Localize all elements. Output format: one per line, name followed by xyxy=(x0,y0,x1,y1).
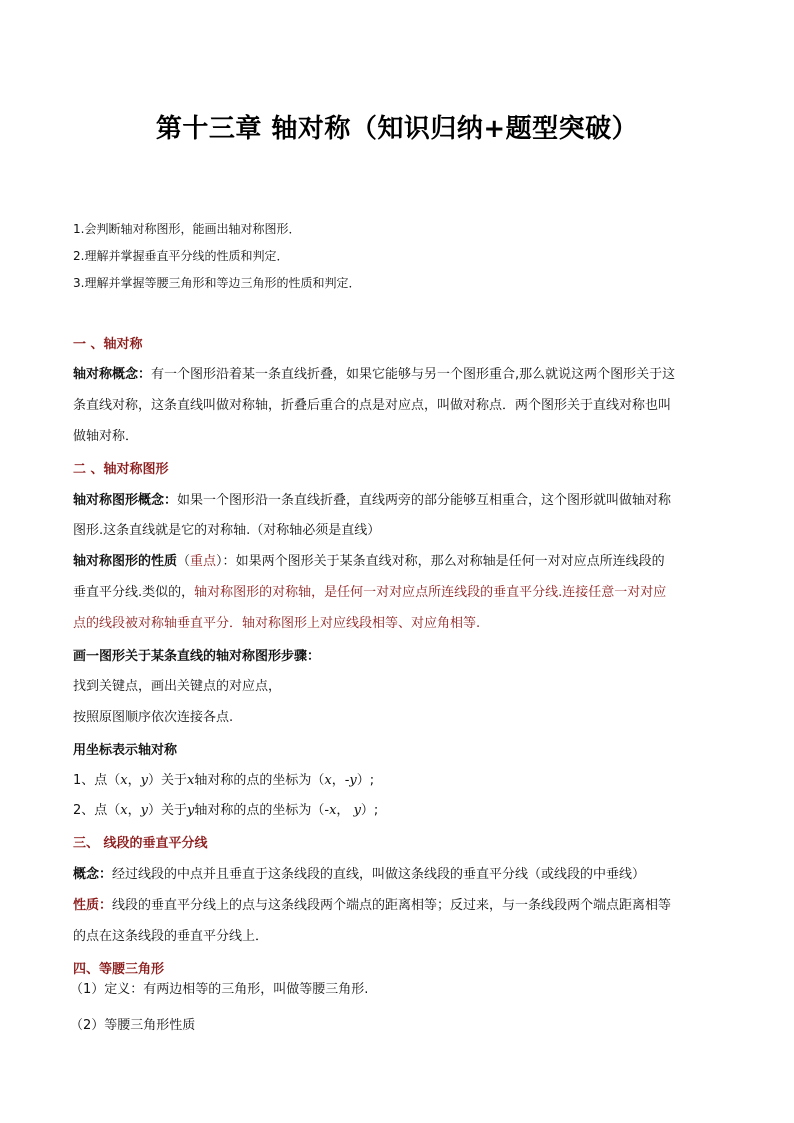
c2c: ， xyxy=(127,803,141,818)
s3-term-2: 性质： xyxy=(73,898,113,913)
c1g: 轴对称的点的坐标为（ xyxy=(194,773,325,788)
goal-item-2: 2.理解并掌握垂直平分线的性质和判定． xyxy=(73,249,289,263)
c1k: ）; xyxy=(356,773,375,788)
c2g: 轴对称的点的坐标为（- xyxy=(194,803,330,818)
section-4-heading: 四、等腰三角形 xyxy=(73,962,165,977)
c1c: ， xyxy=(127,773,141,788)
s3-definition xyxy=(73,863,645,882)
s2-term2-paren-close: ）： xyxy=(216,554,236,569)
c1e: ）关于 xyxy=(148,773,188,788)
s1-paragraph-line-3: 做轴对称． xyxy=(73,429,139,444)
c2j: y xyxy=(353,803,361,818)
c2b: x xyxy=(120,803,128,818)
s2-p2-line-3: 点的线段被对称轴垂直平分．轴对称图形上对应线段相等、对应角相等. xyxy=(73,616,481,631)
c1i: ，- xyxy=(331,773,350,788)
s2-p2-line-2 xyxy=(73,581,666,600)
s2-p2-line1-text: 如果两个图形关于某条直线对称，那么对称轴是任何一对对应点所连线段的 xyxy=(235,554,665,569)
s2-steps-heading: 画一图形关于某条直线的轴对称图形步骤： xyxy=(73,649,321,664)
s2-p1-line1-text: 如果一个图形沿一条直线折叠，直线两旁的部分能够互相重合，这个图形就叫做轴对称 xyxy=(177,493,672,508)
s4-item-1: （1）定义：有两边相等的三角形，叫做等腰三角形. xyxy=(70,982,369,997)
s3-property-line-2: 的点在这条线段的垂直平分线上． xyxy=(73,929,269,944)
s2-term-2: 轴对称图形的性质 xyxy=(73,554,178,569)
c1d: y xyxy=(140,773,148,788)
s2-term2-paren: （ xyxy=(177,554,191,569)
s1-line1-text: 有一个图形沿着某一条直线折叠，如果它能够与另一个图形重合,那么就说这两个图形关于这 xyxy=(151,367,676,382)
c2h: x xyxy=(329,803,337,818)
s2-coord-heading: 用坐标表示轴对称 xyxy=(73,743,178,758)
s2-step-1: 找到关键点，画出关键点的对应点， xyxy=(73,679,282,694)
c1a: 1、点（ xyxy=(73,773,121,788)
s2-step-2: 按照原图顺序依次连接各点. xyxy=(73,710,234,725)
s4-item-2: （2）等腰三角形性质 xyxy=(70,1018,196,1033)
s3-def-text: 经过线段的中点并且垂直于这条线段的直线，叫做这条线段的垂直平分线（或线段的中垂线） xyxy=(112,867,646,882)
c1b: x xyxy=(120,773,128,788)
section-1-heading: 一 、轴对称 xyxy=(73,337,143,352)
c2d: y xyxy=(140,803,148,818)
c1h: x xyxy=(324,773,332,788)
c2k: ）; xyxy=(360,803,379,818)
c2f: y xyxy=(187,803,195,818)
goal-item-1: 1.会判断轴对称图形，能画出轴对称图形． xyxy=(73,222,301,236)
c2a: 2、点（ xyxy=(73,803,121,818)
s2-coord-2 xyxy=(73,799,378,818)
section-3-heading: 三、 线段的垂直平分线 xyxy=(73,836,208,851)
s2-coord-1 xyxy=(73,769,374,788)
s1-term: 轴对称概念： xyxy=(73,367,152,382)
s1-paragraph-line-2: 条直线对称，这条直线叫做对称轴，折叠后重合的点是对应点，叫做对称点．两个图形关于直线对称也叫 xyxy=(73,398,672,413)
section-2-heading: 二 、轴对称图形 xyxy=(73,462,169,477)
c2i: ， xyxy=(336,803,354,818)
s3-prop-text-1: 线段的垂直平分线上的点与这条线段两个端点的距离相等；反过来，与一条线段两个端点距离相等 xyxy=(112,898,672,913)
page-title: 第十三章 轴对称（知识归纳+题型突破） xyxy=(155,114,639,144)
s2-p1-line-1 xyxy=(73,489,671,508)
s2-p2-line2-text-b: 轴对称图形的对称轴，是任何一对对应点所连线段的垂直平分线.连接任意一对对应 xyxy=(194,585,667,600)
s1-paragraph-line-1 xyxy=(73,363,675,382)
s2-term-1: 轴对称图形概念： xyxy=(73,493,178,508)
s2-p2-line-1 xyxy=(73,550,665,569)
s3-term-1: 概念： xyxy=(73,867,113,882)
s3-property-line-1 xyxy=(73,894,671,913)
c2e: ）关于 xyxy=(148,803,188,818)
goal-item-3: 3.理解并掌握等腰三角形和等边三角形的性质和判定． xyxy=(73,276,361,290)
s2-p1-line-2: 图形.这条直线就是它的对称轴.（对称轴必须是直线） xyxy=(73,523,381,538)
s2-key-point: 重点 xyxy=(190,554,217,569)
c1f: x xyxy=(187,773,195,788)
c1j: y xyxy=(349,773,357,788)
s2-p2-line2-text-a: 垂直平分线.类似的， xyxy=(73,585,195,600)
